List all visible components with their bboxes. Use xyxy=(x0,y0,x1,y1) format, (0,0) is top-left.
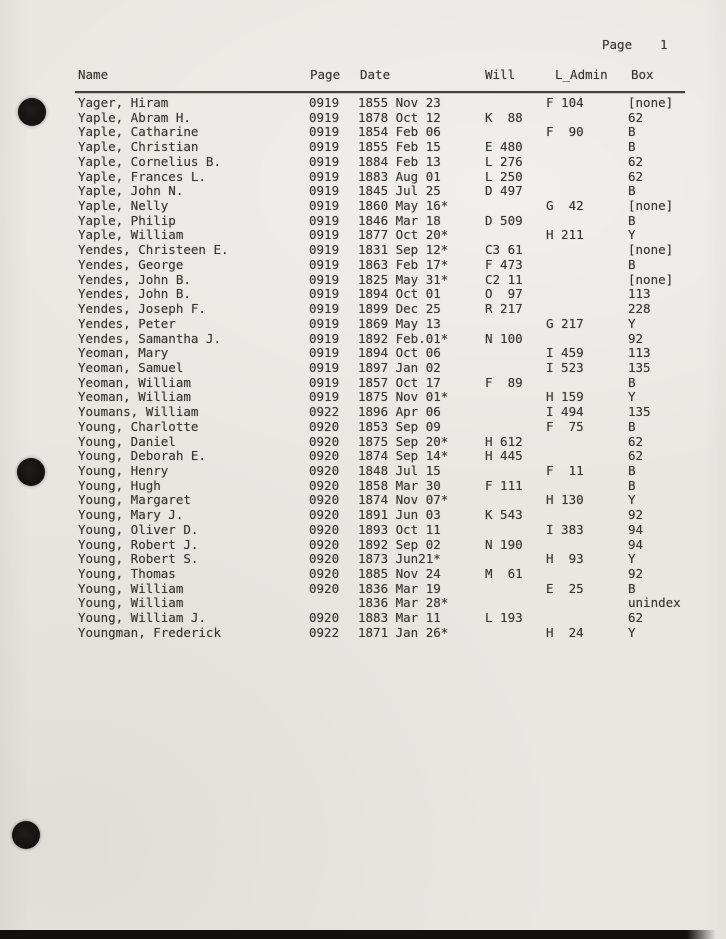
cell-date: 1836 Mar 28* xyxy=(358,595,449,611)
cell-date: 1874 Nov 07* xyxy=(358,492,449,508)
cell-date: 1883 Mar 11 xyxy=(358,610,441,626)
cell-page: 0920 xyxy=(309,521,340,537)
cell-will: F 473 xyxy=(485,256,523,272)
cell-date: 1854 Feb 06 xyxy=(358,124,441,140)
cell-page: 0920 xyxy=(309,610,340,626)
cell-ladmin: E 25 xyxy=(546,580,584,596)
cell-page: 0919 xyxy=(309,242,340,258)
cell-name: Yaple, Frances L. xyxy=(78,168,206,184)
cell-will: N 100 xyxy=(485,330,523,346)
cell-date: 1873 Jun21* xyxy=(358,551,441,567)
cell-will: C3 61 xyxy=(485,242,523,258)
cell-will: L 250 xyxy=(485,168,523,184)
cell-will: R 217 xyxy=(485,301,523,317)
cell-box: [none] xyxy=(628,242,674,258)
cell-name: Yaple, John N. xyxy=(78,183,184,199)
header-rule xyxy=(75,91,685,93)
page-header-number: 1 xyxy=(660,37,668,52)
cell-box: Y xyxy=(628,315,636,331)
cell-date: 1892 Feb.01* xyxy=(358,330,449,346)
cell-date: 1845 Jul 25 xyxy=(358,183,441,199)
cell-page: 0919 xyxy=(309,301,340,317)
cell-date: 1893 Oct 11 xyxy=(358,521,441,537)
cell-page: 0919 xyxy=(309,198,340,214)
cell-page: 0919 xyxy=(309,153,340,169)
cell-box: 94 xyxy=(628,536,644,552)
cell-ladmin: I 459 xyxy=(546,345,584,361)
cell-date: 1836 Mar 19 xyxy=(358,580,441,596)
cell-page: 0919 xyxy=(309,183,340,199)
cell-name: Yager, Hiram xyxy=(78,95,169,110)
cell-will: M 61 xyxy=(485,566,523,581)
cell-will: N 190 xyxy=(485,536,523,552)
cell-will: H 445 xyxy=(485,448,523,464)
cell-name: Yendes, John B. xyxy=(78,286,191,302)
cell-date: 1885 Nov 24 xyxy=(358,566,441,581)
cell-page: 0922 xyxy=(309,624,340,640)
cell-will: F 111 xyxy=(485,477,523,493)
cell-box: B xyxy=(628,139,636,155)
cell-date: 1853 Sep 09 xyxy=(358,418,441,434)
cell-date: 1894 Oct 01 xyxy=(358,286,441,302)
cell-date: 1831 Sep 12* xyxy=(358,242,449,258)
column-header-l-admin: L_Admin xyxy=(555,67,608,82)
cell-name: Yeoman, William xyxy=(78,389,191,405)
record-table-body xyxy=(0,97,726,642)
column-header-page: Page xyxy=(310,67,341,82)
cell-page: 0919 xyxy=(309,227,340,243)
cell-ladmin: G 42 xyxy=(546,198,584,214)
cell-page: 0920 xyxy=(309,477,340,493)
cell-box: B xyxy=(628,418,636,434)
cell-box: 62 xyxy=(628,610,644,626)
cell-box: 94 xyxy=(628,521,644,537)
cell-box: Y xyxy=(628,492,636,508)
cell-page: 0920 xyxy=(309,580,340,596)
cell-page: 0919 xyxy=(309,109,340,125)
cell-date: 1894 Oct 06 xyxy=(358,345,441,361)
cell-box: 92 xyxy=(628,507,644,523)
cell-date: 1863 Feb 17* xyxy=(358,256,449,272)
column-header-will: Will xyxy=(485,67,516,82)
cell-page: 0920 xyxy=(309,418,340,434)
hole-punch-bottom xyxy=(12,821,40,849)
cell-page: 0919 xyxy=(309,345,340,361)
cell-box: 135 xyxy=(628,359,651,375)
cell-name: Young, Hugh xyxy=(78,477,161,493)
column-header-date: Date xyxy=(360,67,391,82)
cell-date: 1869 May 13 xyxy=(358,315,441,331)
cell-date: 1855 Nov 23 xyxy=(358,95,441,110)
cell-will: K 88 xyxy=(485,109,523,125)
cell-date: 1899 Dec 25 xyxy=(358,301,441,317)
cell-name: Young, Thomas xyxy=(78,566,176,581)
cell-date: 1875 Nov 01* xyxy=(358,389,449,405)
cell-date: 1892 Sep 02 xyxy=(358,536,441,552)
cell-date: 1897 Jan 02 xyxy=(358,359,441,375)
table-row xyxy=(0,624,726,642)
cell-name: Yaple, Catharine xyxy=(78,124,199,140)
cell-box: Y xyxy=(628,551,636,567)
cell-name: Young, Robert J. xyxy=(78,536,199,552)
cell-box: 113 xyxy=(628,286,651,302)
cell-page: 0919 xyxy=(309,168,340,184)
cell-page: 0920 xyxy=(309,492,340,508)
cell-page: 0920 xyxy=(309,566,340,581)
cell-date: 1857 Oct 17 xyxy=(358,374,441,390)
cell-box: 62 xyxy=(628,153,644,169)
cell-ladmin: I 383 xyxy=(546,521,584,537)
cell-name: Young, Robert S. xyxy=(78,551,199,567)
cell-name: Young, Deborah E. xyxy=(78,448,206,464)
cell-name: Yendes, Christeen E. xyxy=(78,242,229,258)
scan-edge-bar xyxy=(0,930,716,939)
cell-name: Young, Charlotte xyxy=(78,418,199,434)
cell-page: 0919 xyxy=(309,330,340,346)
cell-page: 0922 xyxy=(309,404,340,420)
cell-box: 135 xyxy=(628,404,651,420)
cell-ladmin: H 159 xyxy=(546,389,584,405)
cell-box: B xyxy=(628,462,636,478)
cell-page: 0920 xyxy=(309,433,340,449)
cell-page: 0919 xyxy=(309,139,340,155)
cell-page: 0919 xyxy=(309,95,340,110)
cell-ladmin: F 104 xyxy=(546,95,584,110)
cell-will: K 543 xyxy=(485,507,523,523)
cell-ladmin: H 93 xyxy=(546,551,584,567)
cell-page: 0920 xyxy=(309,536,340,552)
cell-name: Youmans, William xyxy=(78,404,199,420)
cell-box: B xyxy=(628,477,636,493)
cell-name: Young, Daniel xyxy=(78,433,176,449)
cell-date: 1884 Feb 13 xyxy=(358,153,441,169)
cell-name: Young, William J. xyxy=(78,610,206,626)
cell-box: 92 xyxy=(628,330,644,346)
cell-page: 0919 xyxy=(309,315,340,331)
cell-date: 1896 Apr 06 xyxy=(358,404,441,420)
cell-date: 1875 Sep 20* xyxy=(358,433,449,449)
cell-page: 0920 xyxy=(309,448,340,464)
cell-box: Y xyxy=(628,624,636,640)
cell-page: 0920 xyxy=(309,507,340,523)
cell-box: 113 xyxy=(628,345,651,361)
cell-box: Y xyxy=(628,389,636,405)
cell-will: F 89 xyxy=(485,374,523,390)
cell-name: Youngman, Frederick xyxy=(78,624,221,640)
cell-will: D 497 xyxy=(485,183,523,199)
cell-will: H 612 xyxy=(485,433,523,449)
cell-name: Yaple, Philip xyxy=(78,212,176,228)
cell-will: L 193 xyxy=(485,610,523,626)
cell-box: B xyxy=(628,374,636,390)
cell-box: 228 xyxy=(628,301,651,317)
cell-page: 0919 xyxy=(309,286,340,302)
cell-ladmin: H 211 xyxy=(546,227,584,243)
hole-punch-top xyxy=(18,98,46,126)
cell-will: O 97 xyxy=(485,286,523,302)
cell-date: 1891 Jun 03 xyxy=(358,507,441,523)
cell-date: 1877 Oct 20* xyxy=(358,227,449,243)
cell-date: 1855 Feb 15 xyxy=(358,139,441,155)
hole-punch-middle xyxy=(17,458,45,486)
cell-box: 92 xyxy=(628,566,644,581)
cell-will: L 276 xyxy=(485,153,523,169)
cell-date: 1858 Mar 30 xyxy=(358,477,441,493)
cell-ladmin: H 130 xyxy=(546,492,584,508)
cell-date: 1878 Oct 12 xyxy=(358,109,441,125)
cell-name: Yeoman, Samuel xyxy=(78,359,184,375)
cell-name: Yendes, Joseph F. xyxy=(78,301,206,317)
cell-name: Yaple, Cornelius B. xyxy=(78,153,221,169)
cell-ladmin: F 90 xyxy=(546,124,584,140)
cell-name: Yendes, John B. xyxy=(78,271,191,287)
cell-name: Yendes, Peter xyxy=(78,315,176,331)
cell-page: 0920 xyxy=(309,551,340,567)
cell-box: unindex xyxy=(628,595,681,611)
cell-will: D 509 xyxy=(485,212,523,228)
cell-name: Young, William xyxy=(78,580,184,596)
cell-name: Yaple, William xyxy=(78,227,184,243)
cell-box: B xyxy=(628,183,636,199)
cell-page: 0919 xyxy=(309,271,340,287)
cell-ladmin: I 494 xyxy=(546,404,584,420)
cell-name: Yeoman, William xyxy=(78,374,191,390)
cell-name: Yaple, Nelly xyxy=(78,198,169,214)
cell-will: E 480 xyxy=(485,139,523,155)
cell-name: Yaple, Christian xyxy=(78,139,199,155)
cell-name: Young, Mary J. xyxy=(78,507,184,523)
cell-box: 62 xyxy=(628,109,644,125)
cell-page: 0919 xyxy=(309,124,340,140)
cell-will: C2 11 xyxy=(485,271,523,287)
cell-date: 1846 Mar 18 xyxy=(358,212,441,228)
cell-name: Young, William xyxy=(78,595,184,611)
cell-box: B xyxy=(628,212,636,228)
cell-date: 1848 Jul 15 xyxy=(358,462,441,478)
cell-date: 1883 Aug 01 xyxy=(358,168,441,184)
cell-box: Y xyxy=(628,227,636,243)
cell-ladmin: F 11 xyxy=(546,462,584,478)
cell-box: 62 xyxy=(628,168,644,184)
cell-name: Yeoman, Mary xyxy=(78,345,169,361)
cell-page: 0919 xyxy=(309,256,340,272)
cell-date: 1860 May 16* xyxy=(358,198,449,214)
cell-ladmin: H 24 xyxy=(546,624,584,640)
cell-page: 0919 xyxy=(309,359,340,375)
cell-box: B xyxy=(628,256,636,272)
cell-box: 62 xyxy=(628,448,644,464)
cell-date: 1871 Jan 26* xyxy=(358,624,449,640)
column-header-name: Name xyxy=(78,67,109,82)
cell-box: [none] xyxy=(628,271,674,287)
cell-name: Young, Oliver D. xyxy=(78,521,199,537)
cell-ladmin: F 75 xyxy=(546,418,584,434)
cell-page: 0919 xyxy=(309,374,340,390)
cell-box: 62 xyxy=(628,433,644,449)
cell-name: Yendes, George xyxy=(78,256,184,272)
cell-date: 1825 May 31* xyxy=(358,271,449,287)
cell-name: Young, Henry xyxy=(78,462,169,478)
cell-box: [none] xyxy=(628,95,674,110)
cell-page: 0919 xyxy=(309,212,340,228)
cell-box: B xyxy=(628,124,636,140)
cell-ladmin: I 523 xyxy=(546,359,584,375)
cell-box: B xyxy=(628,580,636,596)
cell-page: 0919 xyxy=(309,389,340,405)
cell-name: Young, Margaret xyxy=(78,492,191,508)
column-header-box: Box xyxy=(631,67,654,82)
cell-name: Yaple, Abram H. xyxy=(78,109,191,125)
cell-name: Yendes, Samantha J. xyxy=(78,330,221,346)
cell-date: 1874 Sep 14* xyxy=(358,448,449,464)
page-header-label: Page xyxy=(602,37,633,52)
cell-box: [none] xyxy=(628,198,674,214)
cell-ladmin: G 217 xyxy=(546,315,584,331)
cell-page: 0920 xyxy=(309,462,340,478)
